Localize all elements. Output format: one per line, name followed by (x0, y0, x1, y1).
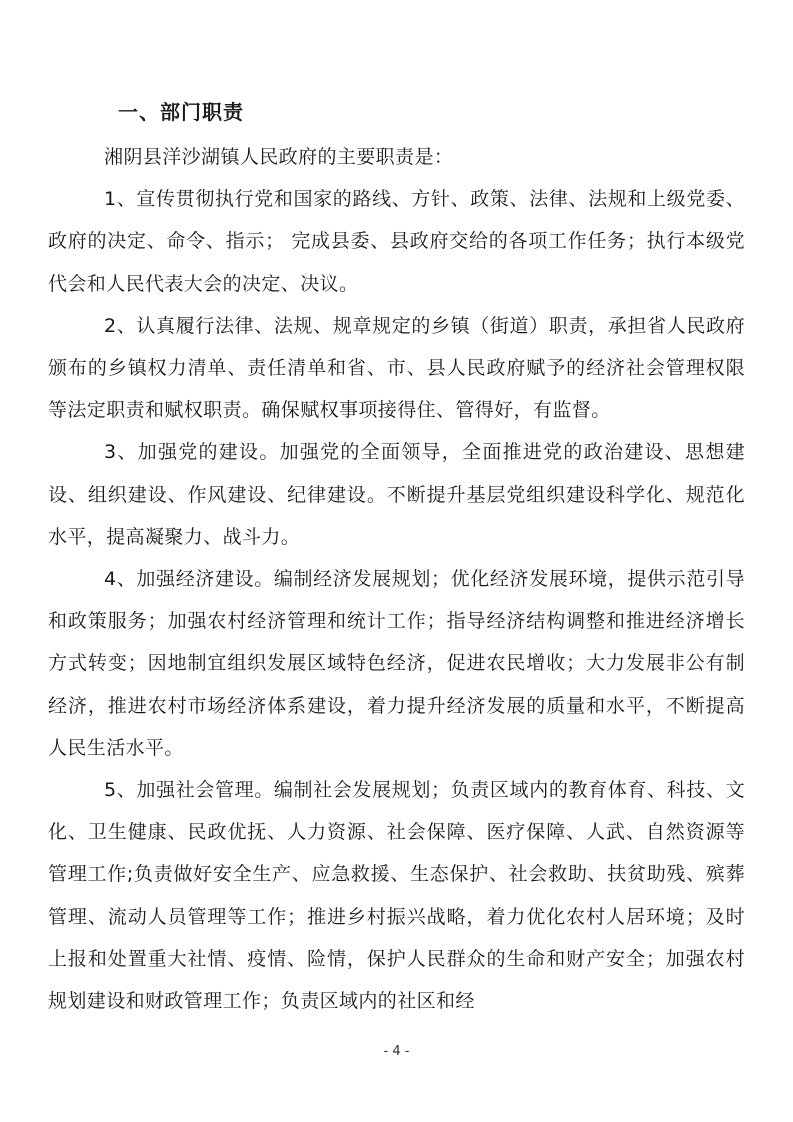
paragraph-duty-1: 1、宣传贯彻执行党和国家的路线、方针、政策、法律、法规和上级党委、政府的决定、命令、指示； 完成县委、县政府交给的各项工作任务；执行本级党代会和人民代表大会的决定、决议。 (48, 188, 745, 295)
paragraph-duty-3: 3、加强党的建设。加强党的全面领导，全面推进党的政治建设、思想建设、组织建设、作风建设、纪律建设。不断提升基层党组织建设科学化、规范化水平，提高凝聚力、战斗力。 (48, 441, 745, 548)
section-heading: 一、部门职责 (118, 100, 244, 124)
page-number: - 4 - (383, 1044, 410, 1059)
paragraph-duty-2: 2、认真履行法律、法规、规章规定的乡镇（街道）职责，承担省人民政府颁布的乡镇权力清单、责任清单和省、市、县人民政府赋予的经济社会管理权限等法定职责和赋权职责。确保赋权事项接得住、管得好，有监督。 (48, 314, 745, 422)
paragraph-duty-5: 5、加强社会管理。编制社会发展规划；负责区域内的教育体育、科技、文化、卫生健康、民政优抚、人力资源、社会保障、医疗保障、人武、自然资源等管理工作;负责做好安全生产、应急救援、生态保护、社会救助、扶贫助残、殡葬管理、流动人员管理等工作；推进乡村振兴战略，着力优化农村人居环境；及时上报和处置重大社情、疫情、险情，保护人民群众的生命和财产安全；加强农村规划建设和财政管理工作；负责区域内的社区和经 (48, 779, 745, 1013)
paragraph-duty-4: 4、加强经济建设。编制经济发展规划；优化经济发展环境，提供示范引导和政策服务；加强农村经济管理和统计工作；指导经济结构调整和推进经济增长方式转变；因地制宜组织发展区域特色经济，促进农民增收；大力发展非公有制经济，推进农村市场经济体系建设，着力提升经济发展的质量和水平，不断提高人民生活水平。 (48, 568, 745, 759)
paragraph-intro: 湘阴县洋沙湖镇人民政府的主要职责是： (104, 146, 454, 168)
body-text (48, 136, 745, 1022)
